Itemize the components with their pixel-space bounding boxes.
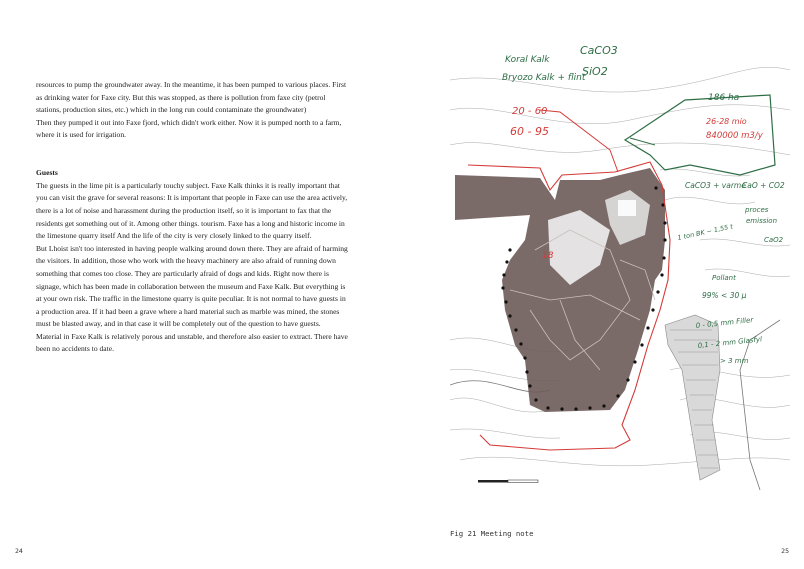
svg-text:840000 m3/y: 840000 m3/y: [706, 131, 763, 141]
svg-text:1 ton BK ~ 1,55 t: 1 ton BK ~ 1,55 t: [676, 222, 734, 242]
paragraph-3: The guests in the lime pit is a particularly touchy subject. Faxe Kalk thinks it is really important that you can visit the grave for several reasons: It is important that people in Faxe can use the area actively, there is a lot of noise and harassment during the production itself, so it is important to fax that the residents get something out of it. Among other things. tourism. Faxe has a long and historic income in the limestone quarry itself And the life of the city is very closely linked to the quarry itself.: [36, 180, 348, 241]
svg-text:CaO + CO2: CaO + CO2: [742, 181, 785, 190]
scale-bar: [478, 480, 538, 483]
body-text: [36, 79, 348, 356]
page-number-right: 25: [781, 547, 789, 555]
svg-text:99% < 30 µ: 99% < 30 µ: [702, 291, 747, 300]
right-page: [402, 0, 804, 569]
svg-text:26-28 mio: 26-28 mio: [706, 117, 747, 126]
green-arrow: [630, 138, 655, 145]
svg-text:emission: emission: [746, 217, 778, 225]
svg-text:Koral Kalk: Koral Kalk: [505, 55, 550, 65]
paragraph-4: But Lhoist isn't too interested in having people walking around down there. They are afraid of harming the visitors. In addition, those who work with the heavy machinery are also afraid of running down something that comes too close. They are particularly afraid of dogs and kids. Right now there is signage, which has been made in collaboration between the museum and Faxe Kalk. But everything is at your own risk. The traffic in the limestone quarry is quite peculiar. It is not normal to have guests in a production area. If it had been a grave where a hard material such as marble was mined, the stones must be blasted away, and in that case it will be completely out of the question to have guests. Material in Faxe Kalk is relatively porous and unstable, and therefore also easier to extract. There have been no accidents to date.: [36, 243, 348, 354]
svg-text:0 - 0,5 mm Filler: 0 - 0,5 mm Filler: [695, 316, 754, 330]
svg-text:18: 18: [542, 251, 554, 261]
meeting-note-figure: [450, 40, 790, 497]
annotated-map: [450, 40, 790, 497]
svg-text:186 ha: 186 ha: [708, 93, 740, 103]
svg-text:proces: proces: [745, 206, 769, 214]
paragraph-2: Then they pumped it out into Faxe fjord, which didn't work either. Now it is pumped north to a farm, where it is used for irrigation.: [36, 117, 342, 140]
paragraph-1: resources to pump the groundwater away. In the meantime, it has been pumped to various places. First as drinking water for Faxe city. But this was stopped, as there is pollution from faxe city (petrol stations, production sites, etc.) which in the long run could contaminate the groundwater): [36, 80, 347, 115]
red-line-upper: [540, 110, 618, 172]
pit-white-block: [618, 200, 636, 216]
svg-text:60 - 95: 60 - 95: [510, 125, 549, 138]
svg-text:CaCO3: CaCO3: [580, 44, 618, 57]
section-heading: Guests: [36, 168, 58, 178]
svg-text:20 - 60: 20 - 60: [512, 106, 548, 117]
svg-text:Pollant: Pollant: [712, 274, 736, 282]
svg-text:CaO2: CaO2: [764, 236, 784, 244]
svg-text:SiO2: SiO2: [582, 65, 608, 78]
svg-text:Bryozo Kalk + flint: Bryozo Kalk + flint: [502, 73, 586, 83]
page-number-left: 24: [15, 547, 23, 555]
figure-caption: Fig 21 Meeting note: [450, 529, 534, 538]
svg-text:> 3 mm: > 3 mm: [720, 357, 749, 365]
svg-text:CaCO3 + varme: CaCO3 + varme: [685, 181, 746, 190]
svg-text:0,1 - 2 mm Glasfyl: 0,1 - 2 mm Glasfyl: [697, 335, 763, 350]
